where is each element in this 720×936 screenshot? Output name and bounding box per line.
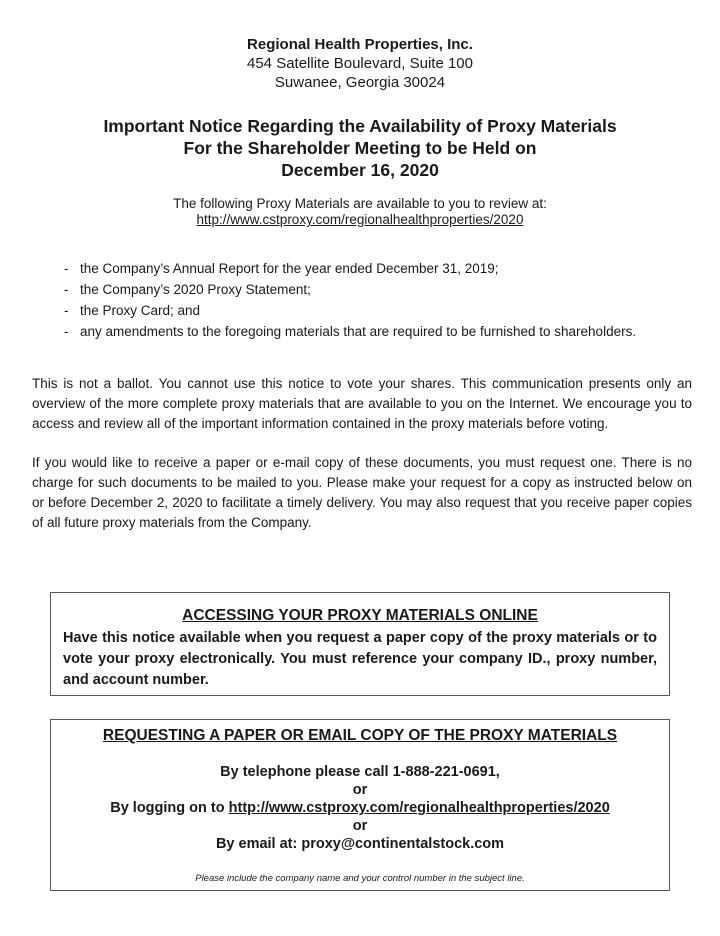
materials-list [64, 258, 636, 342]
paper-copy-paragraph: If you would like to receive a paper or e-mail copy of these documents, you must request one. There is no charge for such documents to be mailed to you. Please make your request for a copy as instructed below on or before December 2, 2020 to facilitate a timely delivery. You may also request that you receive paper copies of all future proxy materials from the Company. [32, 455, 692, 530]
company-address: 454 Satellite Boulevard, Suite 100 [247, 55, 473, 72]
availability-intro: The following Proxy Materials are available to you to review at: [173, 196, 547, 211]
company-city: Suwanee, Georgia 30024 [274, 74, 446, 91]
company-name: Regional Health Properties, Inc. [247, 36, 473, 53]
or-separator: or [352, 782, 368, 798]
notice-title-line-1: Important Notice Regarding the Availability of Proxy Materials [103, 116, 617, 136]
or-separator: or [352, 818, 368, 834]
notice-title-line-2: For the Shareholder Meeting to be Held on [183, 138, 537, 158]
online-access-box [50, 592, 670, 696]
not-ballot-paragraph: This is not a ballot. You cannot use this notice to vote your shares. This communication presents only an overview of the more complete proxy materials that are available to you on the Internet. We encourage you to access and review all of the important information contained in the proxy materials before voting. [32, 376, 692, 431]
list-item: - any amendments to the foregoing materials that are required to be furnished to shareholders. [64, 321, 636, 342]
online-access-heading: ACCESSING YOUR PROXY MATERIALS ONLINE [182, 607, 538, 624]
list-item: - the Proxy Card; and [64, 300, 636, 321]
request-link[interactable]: http://www.cstproxy.com/regionalhealthproperties/2020 [228, 800, 610, 816]
logging-line [51, 800, 669, 816]
email-line: By email at: proxy@continentalstock.com [215, 836, 505, 852]
meeting-date: December 16, 2020 [281, 160, 439, 180]
telephone-line: By telephone please call 1-888-221-0691, [220, 764, 500, 780]
list-item: - the Company’s Annual Report for the year ended December 31, 2019; [64, 258, 636, 279]
subject-line-note: Please include the company name and your control number in the subject line. [195, 873, 525, 884]
request-copy-box [50, 719, 670, 891]
online-access-instructions: Have this notice available when you request a paper copy of the proxy materials or to vote your proxy electronically. You must reference your company ID., proxy number, and account number. [63, 630, 657, 688]
logging-prefix: By logging on to [110, 800, 229, 816]
request-copy-heading: REQUESTING A PAPER OR EMAIL COPY OF THE PROXY MATERIALS [102, 727, 618, 744]
proxy-materials-link[interactable]: http://www.cstproxy.com/regionalhealthproperties/2020 [196, 212, 524, 227]
list-item: - the Company’s 2020 Proxy Statement; [64, 279, 636, 300]
